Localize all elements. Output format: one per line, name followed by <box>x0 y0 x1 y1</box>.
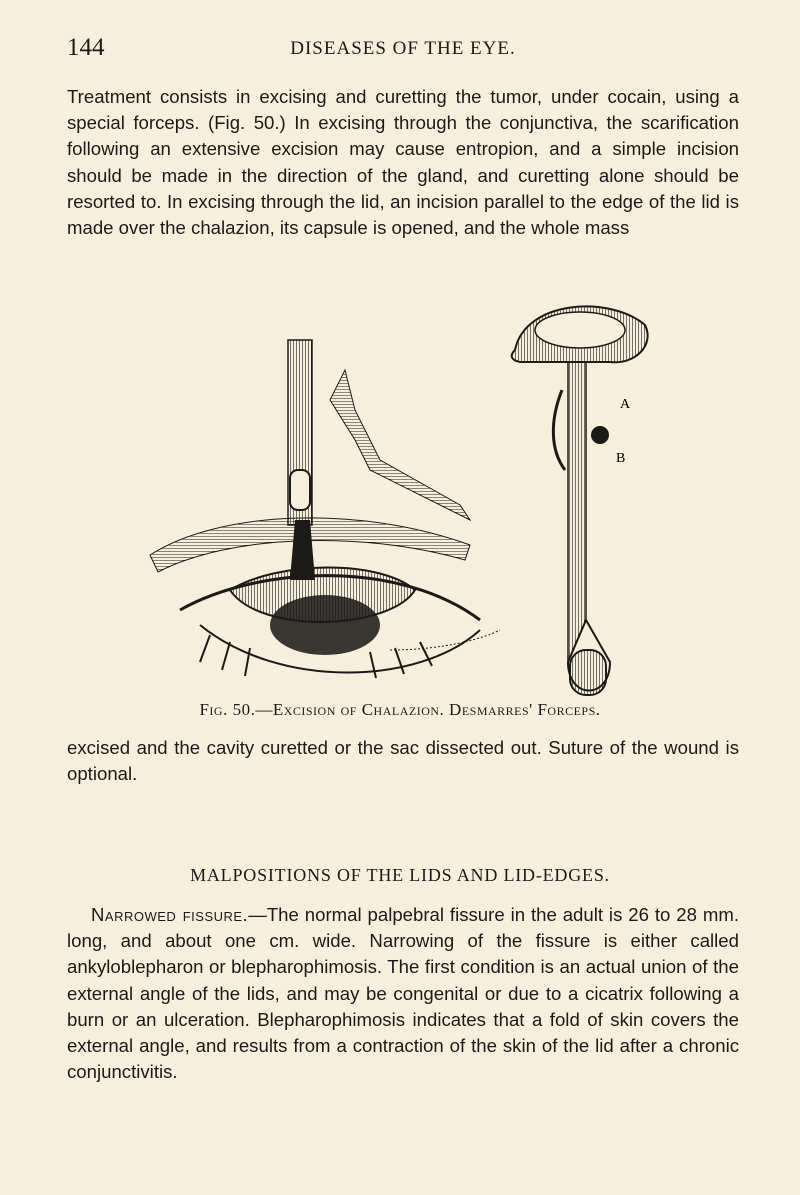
paragraph-excision-continued: excised and the cavity curetted or the sac dissected out. Suture of the wound is optional. <box>67 737 739 785</box>
figure-caption: Fig. 50.—Excision of Chalazion. Desmarres' Forceps. <box>199 700 601 719</box>
cheek-shading <box>390 630 500 650</box>
paragraph-lead: Narrowed fissure. <box>91 904 249 925</box>
forceps-screw-arm <box>330 370 470 520</box>
paragraph-body: —The normal palpebral fissure in the adult is 26 to 28 mm. long, and about one cm. wide. Narrowing of the fissure is either called ankyloblepharon or blepharophimosis. The first condition is an actual union of the external angle of the lids, and may be congenital or due to a cicatrix following a burn or an ulceration. Blepharophimosis indicates that a fold of skin covers the external angle, and results from a contraction of the skin of the lid after a chronic conjunctivitis. <box>67 904 739 1083</box>
page-number: 144 <box>67 34 105 61</box>
forceps-ring-plate <box>230 568 415 622</box>
chalazion-forceps-illustration <box>140 290 670 705</box>
detached-forceps-shaft <box>568 362 586 662</box>
paragraph-treatment: Treatment consists in excising and curetting the tumor, under cocain, using a special forceps. (Fig. 50.) In excising through the conjunctiva, the scarification following an extensive excision may cause entropion, and a simple incision should be made in the direction of the gland, and curetting alone should be resorted to. In excising through the lid, an incision parallel to the edge of the lid is made over the chalazion, its capsule is opened, and the whole mass <box>67 86 739 239</box>
section-heading: MALPOSITIONS OF THE LIDS AND LID-EDGES. <box>190 865 610 885</box>
figure-50 <box>140 290 670 705</box>
running-head: DISEASES OF THE EYE. <box>290 38 516 59</box>
figure-label-b: B <box>616 451 626 466</box>
paragraph-narrowed-fissure <box>67 902 739 1085</box>
page-header <box>67 34 739 64</box>
figure-label-a: A <box>620 397 631 412</box>
